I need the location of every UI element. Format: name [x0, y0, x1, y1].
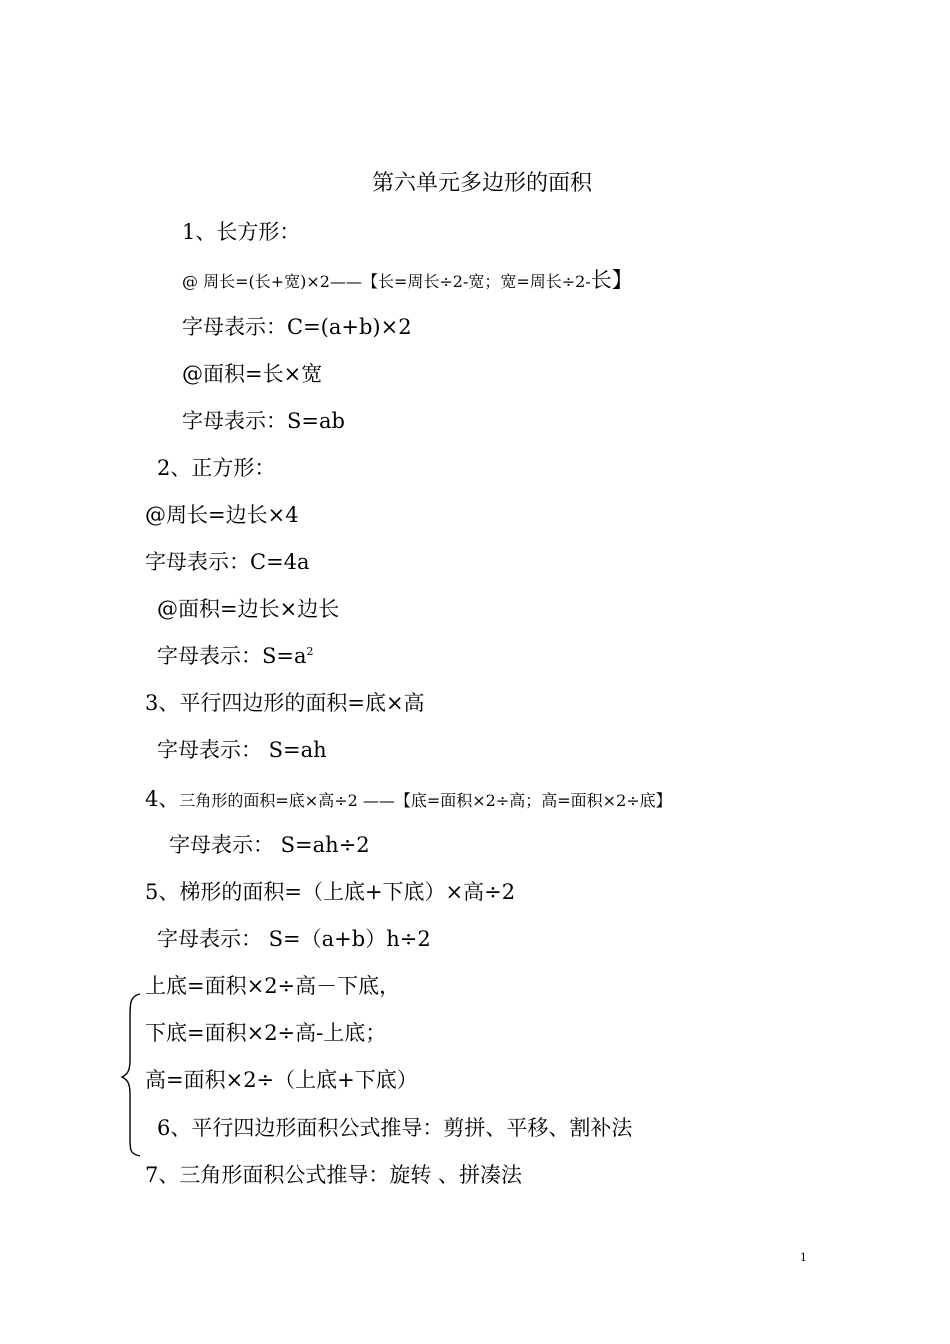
- square-area-letters: [157, 642, 314, 670]
- square-area-letters-text: 字母表示：S=a: [157, 644, 307, 668]
- square-perimeter-letters: 字母表示：C=4a: [145, 550, 310, 574]
- section-2-heading: 2、正方形：: [157, 456, 276, 480]
- page-number: 1: [800, 1249, 807, 1264]
- parallelogram-area-formula: 3、平行四边形的面积=底×高: [145, 691, 425, 715]
- rectangle-area-letters: 字母表示：S=ab: [182, 409, 345, 433]
- square-area-formula: @面积=边长×边长: [157, 597, 340, 621]
- rectangle-perimeter-formula: [182, 266, 633, 296]
- trapezoid-area-letters: 字母表示： S=（a+b）h÷2: [157, 927, 431, 951]
- rectangle-perimeter-text-end: 长】: [590, 268, 633, 292]
- rectangle-perimeter-text: @ 周长=(长+宽)×2——【长=周长÷2-宽；宽=周长÷2-: [182, 272, 591, 291]
- square-exponent: 2: [306, 645, 314, 658]
- section-1-heading: 1、长方形：: [182, 220, 301, 244]
- trapezoid-height-formula: 高=面积×2÷（上底+下底）: [145, 1068, 418, 1092]
- trapezoid-area-formula: 5、梯形的面积=（上底+下底）×高÷2: [145, 880, 516, 904]
- square-perimeter-formula: @周长=边长×4: [145, 503, 299, 527]
- rectangle-perimeter-letters: 字母表示：C=(a+b)×2: [182, 315, 412, 339]
- parallelogram-area-letters: 字母表示： S=ah: [157, 738, 327, 762]
- triangle-derivation: 7、三角形面积公式推导：旋转 、拼凑法: [145, 1163, 523, 1187]
- triangle-area-formula: [145, 785, 672, 815]
- page-title: 第六单元多边形的面积: [372, 171, 593, 196]
- parallelogram-derivation: 6、平行四边形面积公式推导：剪拼、平移、割补法: [157, 1116, 633, 1140]
- trapezoid-top-base-formula: 上底=面积×2÷高－下底，: [145, 974, 401, 998]
- curly-brace: [118, 990, 144, 1160]
- trapezoid-bottom-base-formula: 下底=面积×2÷高-上底；: [145, 1021, 387, 1045]
- triangle-formula-text: 三角形的面积=底×高÷2 ——【底=面积×2÷高；高=面积×2÷底】: [179, 791, 672, 810]
- triangle-number: 4、: [145, 787, 180, 811]
- triangle-area-letters: 字母表示： S=ah÷2: [169, 833, 370, 857]
- rectangle-area-formula: @面积=长×宽: [182, 362, 323, 386]
